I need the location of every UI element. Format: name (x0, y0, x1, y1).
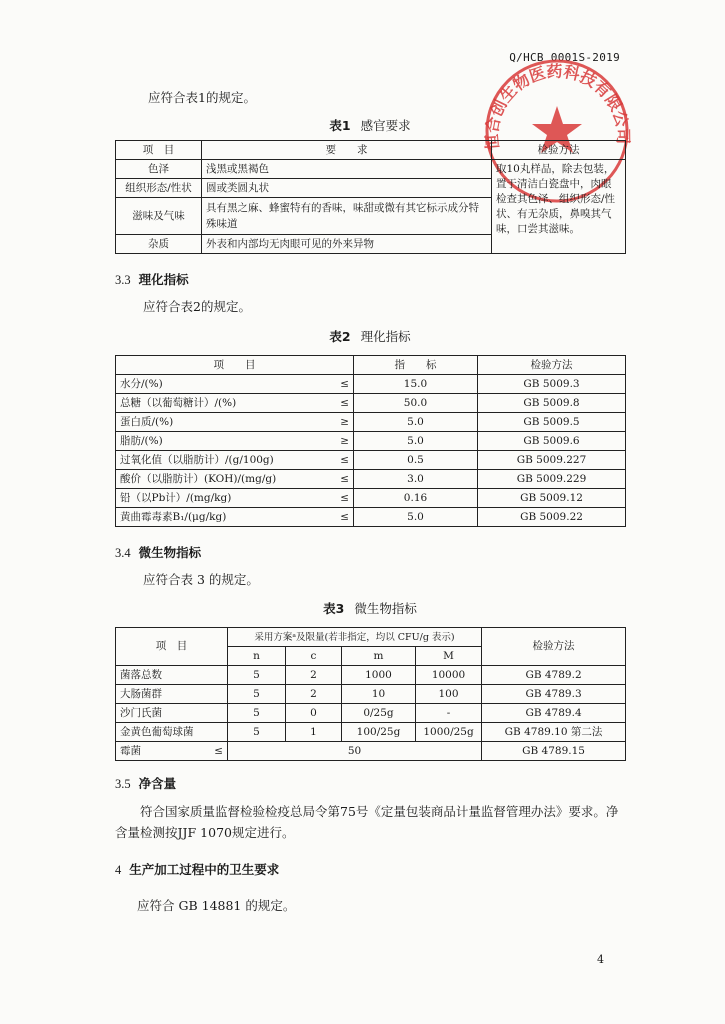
header-indicator: 指 标 (354, 356, 478, 375)
page-number: 4 (597, 953, 604, 966)
comparison-symbol: ≤ (340, 396, 349, 409)
header-item: 项 目 (116, 141, 202, 160)
row-n: 5 (228, 704, 286, 723)
item-label: 酸价（以脂肪计）(KOH)/(mg/g) (120, 472, 277, 485)
section-4-heading (115, 860, 279, 878)
comparison-symbol: ≤ (340, 510, 349, 523)
row-m: 10 (342, 685, 416, 704)
table1-caption-title: 感官要求 (360, 118, 411, 133)
comparison-symbol: ≥ (340, 415, 349, 428)
row-value: 3.0 (354, 470, 478, 489)
comparison-symbol: ≤ (340, 491, 349, 504)
table-row (116, 160, 626, 179)
row-n: 5 (228, 723, 286, 742)
row-requirement: 圆或类圆丸状 (202, 179, 492, 198)
table-row (116, 742, 626, 761)
row-method: GB 5009.12 (478, 489, 626, 508)
section-title: 微生物指标 (138, 545, 202, 560)
microbial-table (115, 627, 626, 761)
header-method: 检验方法 (482, 628, 626, 666)
subheader-m: m (342, 647, 416, 666)
section-number: 4 (115, 863, 122, 877)
row-item (116, 451, 354, 470)
section-title: 净含量 (138, 776, 177, 791)
subheader-n: n (228, 647, 286, 666)
table-header-row (116, 141, 626, 160)
table-row (116, 470, 626, 489)
table-row (116, 723, 626, 742)
row-value: 5.0 (354, 508, 478, 527)
section-title: 生产加工过程中的卫生要求 (129, 862, 280, 877)
table-row (116, 508, 626, 527)
table-row (116, 451, 626, 470)
table-row (116, 489, 626, 508)
row-c: 1 (286, 723, 342, 742)
item-label: 铅（以Pb计）/(mg/kg) (120, 491, 232, 504)
row-value: 0.16 (354, 489, 478, 508)
row-n: 5 (228, 685, 286, 704)
row-m: 0/25g (342, 704, 416, 723)
table3-caption-title: 微生物指标 (354, 601, 417, 616)
comparison-symbol: ≤ (214, 744, 223, 757)
header-sampling-plan: 采用方案ᵃ及限量(若非指定，均以 CFU/g 表示) (228, 628, 482, 647)
row-value: 50.0 (354, 394, 478, 413)
table1-caption-number: 表1 (329, 118, 351, 133)
row-item (116, 742, 228, 761)
row-item (116, 413, 354, 432)
section-title: 理化指标 (138, 272, 189, 287)
table3-caption (115, 599, 625, 617)
inspection-method: 取10丸样品，除去包装，置于清洁白瓷盘中，肉眼检查其色泽、组织形态/性状、有无杂质，鼻嗅其气味，口尝其滋味。 (492, 160, 626, 254)
item-label: 总糖（以葡萄糖计）/(%) (120, 396, 237, 409)
row-M: 100 (416, 685, 482, 704)
row-method: GB 5009.22 (478, 508, 626, 527)
row-item: 大肠菌群 (116, 685, 228, 704)
row-requirement: 浅黑或黑褐色 (202, 160, 492, 179)
comparison-symbol: ≤ (340, 472, 349, 485)
row-method: GB 5009.8 (478, 394, 626, 413)
subheader-c: c (286, 647, 342, 666)
table-row (116, 375, 626, 394)
row-requirement: 外表和内部均无肉眼可见的外来异物 (202, 235, 492, 254)
row-method: GB 4789.10 第二法 (482, 723, 626, 742)
row-m: 100/25g (342, 723, 416, 742)
table-row (116, 685, 626, 704)
row-method: GB 4789.15 (482, 742, 626, 761)
row-method: GB 4789.3 (482, 685, 626, 704)
row-item: 杂质 (116, 235, 202, 254)
row-requirement: 具有黑之麻、蜂蜜特有的香味，味甜或微有其它标示成分特殊味道 (202, 198, 492, 235)
row-method: GB 4789.4 (482, 704, 626, 723)
table-row (116, 704, 626, 723)
section-3-4-paragraph: 应符合表 3 的规定。 (143, 572, 259, 587)
row-method: GB 5009.227 (478, 451, 626, 470)
intro-paragraph: 应符合表1的规定。 (148, 90, 256, 105)
section-number: 3.3 (115, 273, 131, 287)
row-method: GB 5009.229 (478, 470, 626, 489)
row-M: 10000 (416, 666, 482, 685)
header-item: 项 目 (116, 356, 354, 375)
section-3-3-paragraph: 应符合表2的规定。 (143, 299, 251, 314)
table1-caption (115, 116, 625, 134)
section-3-3-heading (115, 270, 189, 288)
section-3-4-heading (115, 543, 201, 561)
table3-caption-number: 表3 (323, 601, 345, 616)
item-label: 霉菌 (120, 744, 141, 757)
table2-caption-title: 理化指标 (360, 329, 411, 344)
svg-text:恒合创生物医药科技有限公司: 恒合创生物医药科技有限公司 (482, 61, 633, 151)
standard-code: Q/HCB 0001S-2019 (509, 51, 620, 64)
table2-caption (115, 327, 625, 345)
row-item: 沙门氏菌 (116, 704, 228, 723)
row-item: 滋味及气味 (116, 198, 202, 235)
row-item (116, 432, 354, 451)
header-method: 检验方法 (492, 141, 626, 160)
table2-caption-number: 表2 (329, 329, 351, 344)
sensory-table (115, 140, 626, 254)
row-M: - (416, 704, 482, 723)
row-item (116, 508, 354, 527)
table-header-row (116, 356, 626, 375)
section-number: 3.4 (115, 546, 131, 560)
section-4-paragraph: 应符合 GB 14881 的规定。 (137, 898, 296, 913)
row-value: 50 (228, 742, 482, 761)
table-row (116, 666, 626, 685)
row-value: 15.0 (354, 375, 478, 394)
item-label: 过氧化值（以脂肪计）/(g/100g) (120, 453, 274, 466)
row-item: 菌落总数 (116, 666, 228, 685)
row-item (116, 489, 354, 508)
section-3-5-heading (115, 774, 176, 792)
item-label: 黄曲霉毒素B₁/(μg/kg) (120, 510, 227, 523)
row-c: 2 (286, 685, 342, 704)
row-item: 组织形态/性状 (116, 179, 202, 198)
comparison-symbol: ≤ (340, 377, 349, 390)
row-method: GB 5009.5 (478, 413, 626, 432)
table-row (116, 432, 626, 451)
section-3-5-paragraph: 符合国家质量监督检验检疫总局令第75号《定量包装商品计量监督管理办法》要求。净含量检测按JJF 1070规定进行。 (115, 804, 619, 840)
row-method: GB 5009.3 (478, 375, 626, 394)
header-item: 项 目 (116, 628, 228, 666)
row-m: 1000 (342, 666, 416, 685)
subheader-M: M (416, 647, 482, 666)
item-label: 蛋白质/(%) (120, 415, 174, 428)
row-c: 2 (286, 666, 342, 685)
row-method: GB 5009.6 (478, 432, 626, 451)
row-value: 5.0 (354, 413, 478, 432)
row-value: 5.0 (354, 432, 478, 451)
row-n: 5 (228, 666, 286, 685)
row-item (116, 394, 354, 413)
row-c: 0 (286, 704, 342, 723)
physicochemical-table (115, 355, 626, 527)
table-row (116, 394, 626, 413)
row-M: 1000/25g (416, 723, 482, 742)
row-item (116, 375, 354, 394)
item-label: 脂肪/(%) (120, 434, 163, 447)
row-item (116, 470, 354, 489)
table-row (116, 413, 626, 432)
section-number: 3.5 (115, 777, 131, 791)
row-value: 0.5 (354, 451, 478, 470)
row-item: 色泽 (116, 160, 202, 179)
comparison-symbol: ≥ (340, 434, 349, 447)
row-item: 金黄色葡萄球菌 (116, 723, 228, 742)
comparison-symbol: ≤ (340, 453, 349, 466)
table-header-row (116, 628, 626, 647)
header-requirement: 要 求 (202, 141, 492, 160)
header-method: 检验方法 (478, 356, 626, 375)
row-method: GB 4789.2 (482, 666, 626, 685)
item-label: 水分/(%) (120, 377, 163, 390)
